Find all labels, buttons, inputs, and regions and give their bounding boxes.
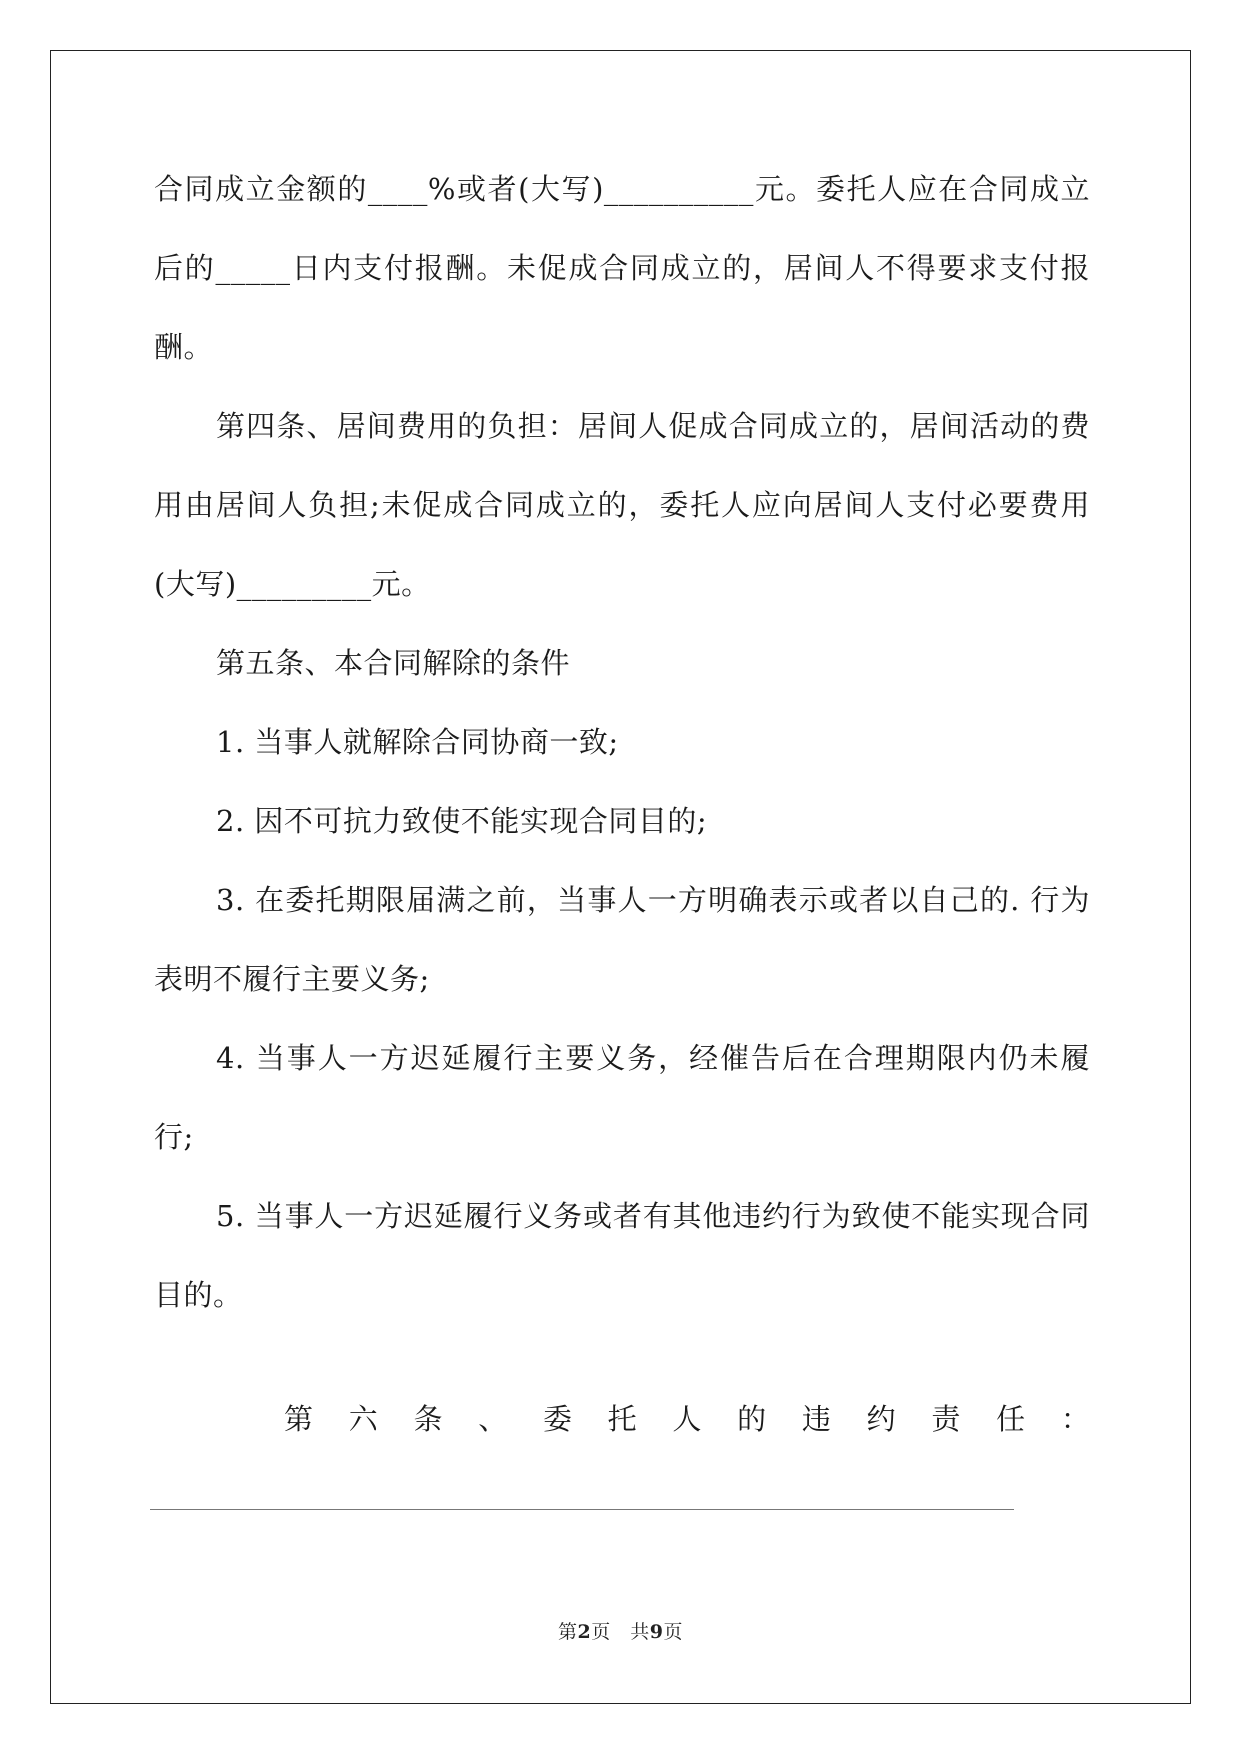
paragraph-condition-1: 1. 当事人就解除合同协商一致; xyxy=(216,725,619,759)
heading-char: 的 xyxy=(737,1402,767,1436)
heading-char: 约 xyxy=(866,1402,896,1436)
paragraph-condition-4: 4. 当事人一方迟延履行主要义务，经催告后在合理期限内仍未履行; xyxy=(154,1041,1090,1154)
heading-char: ： xyxy=(1060,1402,1090,1436)
paragraph-condition-3: 3. 在委托期限届满之前，当事人一方明确表示或者以自己的. 行为表明不履行主要义务; xyxy=(154,883,1090,996)
heading-char: 委 xyxy=(542,1402,572,1436)
total-page-number: 9 xyxy=(649,1621,664,1643)
heading-char: 、 xyxy=(478,1402,508,1436)
paragraph-condition-5: 5. 当事人一方迟延履行义务或者有其他违约行为致使不能实现合同目的。 xyxy=(154,1199,1090,1312)
paragraph-article-5-title: 第五条、本合同解除的条件 xyxy=(216,646,571,680)
heading-char: 六 xyxy=(348,1402,378,1436)
heading-char: 第 xyxy=(284,1402,314,1436)
current-page-number: 2 xyxy=(577,1621,592,1643)
paragraph-remuneration: 合同成立金额的____%或者(大写)__________元。委托人应在合同成立后的_____日内支付报酬。未促成合同成立的，居间人不得要求支付报酬。 xyxy=(154,172,1090,364)
document-body xyxy=(154,150,1090,1335)
footer-prefix: 第 xyxy=(557,1621,578,1643)
heading-char: 条 xyxy=(413,1402,443,1436)
article-6-heading xyxy=(284,1380,1090,1459)
heading-char: 任 xyxy=(996,1402,1026,1436)
heading-char: 违 xyxy=(801,1402,831,1436)
paragraph-article-4: 第四条、居间费用的负担：居间人促成合同成立的，居间活动的费用由居间人负担;未促成合同成立的，委托人应向居间人支付必要费用(大写)_________元。 xyxy=(154,409,1090,601)
paragraph-condition-2: 2. 因不可抗力致使不能实现合同目的; xyxy=(216,804,708,838)
heading-char: 托 xyxy=(607,1402,637,1436)
blank-fill-line xyxy=(150,1509,1014,1510)
heading-char: 责 xyxy=(931,1402,961,1436)
page-footer xyxy=(0,1617,1241,1644)
footer-suffix: 页 xyxy=(663,1621,683,1643)
footer-middle: 页 共 xyxy=(591,1621,650,1643)
heading-char: 人 xyxy=(672,1402,702,1436)
